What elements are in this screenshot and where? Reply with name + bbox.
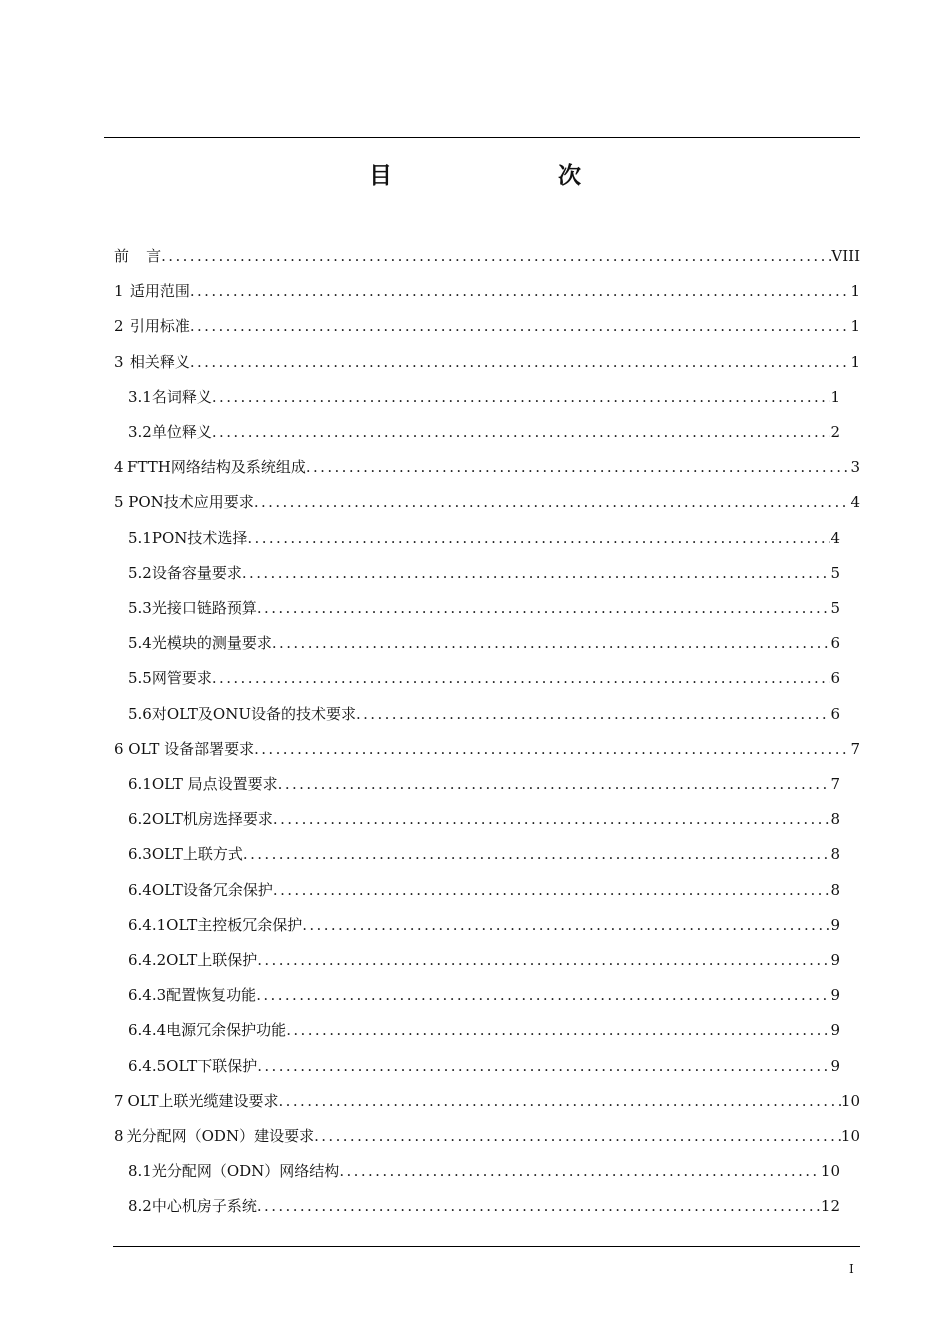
leader-dots [243, 843, 831, 865]
toc-entry-number: 5 [114, 493, 124, 512]
toc-entry-label: OLT主控板冗余保护 [166, 915, 303, 934]
toc-entry[interactable] [128, 949, 840, 971]
toc-entry-page: 10 [840, 1091, 860, 1110]
leader-dots [356, 703, 830, 725]
toc-entry[interactable] [128, 1195, 840, 1217]
leader-dots [254, 491, 851, 513]
page-number: I [849, 1262, 854, 1276]
toc-entry-page: 2 [830, 423, 840, 441]
toc-entry[interactable] [114, 351, 860, 373]
toc-entry-label: FTTH网络结构及系统组成 [127, 458, 306, 477]
toc-entry[interactable] [114, 1125, 860, 1147]
toc-entry[interactable] [114, 245, 860, 267]
toc-entry[interactable] [128, 914, 840, 936]
toc-entry-page: 7 [850, 739, 860, 758]
toc-entry-page: VIII [831, 247, 860, 265]
leader-dots [273, 879, 831, 901]
toc-entry-number: 前 [114, 247, 130, 265]
toc-entry[interactable] [128, 562, 840, 584]
toc-entry-page: 1 [850, 352, 860, 371]
toc-entry[interactable] [128, 1019, 840, 1041]
toc-entry[interactable] [128, 527, 840, 549]
toc-entry-label: 电源冗余保护功能 [166, 1021, 287, 1040]
toc-entry-number: 6.4.1 [128, 915, 167, 934]
toc-entry-page: 12 [820, 1197, 840, 1216]
toc-entry-label: 言 [146, 247, 162, 265]
toc-entry-label: OLT 局点设置要求 [151, 775, 278, 793]
leader-dots [190, 315, 851, 337]
toc-entry-label: 光分配网（ODN）网络结构 [151, 1162, 340, 1181]
toc-entry-page: 6 [830, 704, 840, 723]
toc-entry-number: 3.1 [128, 387, 152, 406]
toc-entry-number: 5.4 [128, 634, 152, 653]
toc-entry-label: 名词释义 [151, 387, 212, 406]
toc-entry-page: 4 [850, 493, 860, 512]
toc-entry-label: 引用标准 [129, 317, 190, 336]
leader-dots [257, 1055, 830, 1077]
leader-dots [286, 1019, 830, 1041]
toc-entry-number: 8 [114, 1127, 124, 1145]
leader-dots [257, 1195, 821, 1217]
toc-entry-page: 4 [830, 528, 840, 547]
toc-entry-page: 6 [830, 634, 840, 653]
toc-entry-number: 6.4 [128, 880, 152, 899]
toc-entry-page: 9 [830, 1056, 840, 1075]
toc-entry-page: 9 [830, 951, 840, 969]
toc-entry-number: 5.6 [128, 704, 152, 723]
toc-entry-number: 6.2 [128, 810, 152, 829]
leader-dots [272, 632, 831, 654]
toc-entry-label: 中心机房子系统 [151, 1197, 257, 1216]
toc-entry[interactable] [128, 843, 840, 865]
toc-entry-label: 单位释义 [151, 423, 212, 441]
toc-entry[interactable] [128, 1055, 840, 1077]
toc-entry[interactable] [114, 315, 860, 337]
toc-entry[interactable] [128, 421, 840, 443]
toc-entry-page: 8 [830, 845, 840, 864]
toc-entry[interactable] [114, 280, 860, 302]
toc-entry-label: OLT上联保护 [166, 951, 258, 969]
leader-dots [254, 738, 850, 760]
toc-entry-number: 2 [114, 317, 124, 336]
toc-entry-number: 8.1 [128, 1162, 152, 1181]
toc-entry[interactable] [128, 808, 840, 830]
toc-entry-number: 5.1 [128, 528, 152, 547]
toc-entry-number: 6.3 [128, 845, 152, 864]
leader-dots [279, 1090, 841, 1112]
toc-entry[interactable] [128, 1160, 840, 1182]
toc-entry-page: 10 [820, 1162, 840, 1181]
toc-entry-number: 6.1 [128, 775, 152, 793]
toc-entry[interactable] [128, 773, 840, 795]
toc-entry-page: 7 [830, 775, 840, 793]
toc-entry[interactable] [128, 703, 840, 725]
toc-entry-label: OLT上联光缆建设要求 [127, 1091, 279, 1110]
toc-entry[interactable] [128, 984, 840, 1006]
toc-entry-number: 6.4.4 [128, 1021, 167, 1040]
leader-dots [242, 562, 831, 584]
toc-entry[interactable] [114, 1090, 860, 1112]
leader-dots [314, 1125, 841, 1147]
leader-dots [339, 1160, 821, 1182]
toc-entry-page: 5 [830, 599, 840, 617]
toc-entry[interactable] [128, 667, 840, 689]
toc-entry-page: 6 [830, 669, 840, 688]
toc-entry-label: PON技术应用要求 [128, 493, 254, 512]
toc-entry-label: 对OLT及ONU设备的技术要求 [151, 704, 356, 723]
toc-entry-page: 9 [830, 915, 840, 934]
leader-dots [256, 984, 830, 1006]
toc-entry-page: 1 [850, 317, 860, 336]
toc-entry-label: OLT下联保护 [166, 1056, 258, 1075]
leader-dots [161, 245, 831, 267]
toc-entry-page: 9 [830, 986, 840, 1005]
toc-entry-number: 5.2 [128, 563, 152, 582]
toc-entry-label: OLT上联方式 [151, 845, 243, 864]
toc-entry-label: 设备容量要求 [151, 563, 242, 582]
leader-dots [212, 667, 831, 689]
leader-dots [278, 773, 831, 795]
toc-entry-number: 8.2 [128, 1197, 152, 1216]
leader-dots [247, 527, 830, 549]
page-title: 目 次 [369, 162, 621, 189]
leader-dots [212, 386, 831, 408]
toc-entry-label: 适用范围 [129, 282, 190, 301]
leader-dots [190, 280, 851, 302]
toc-entry-page: 9 [830, 1021, 840, 1040]
toc-entry-page: 8 [830, 810, 840, 829]
toc-entry-label: 配置恢复功能 [166, 986, 257, 1005]
toc-entry-label: 光接口链路预算 [151, 599, 257, 617]
toc-entry-page: 3 [850, 458, 860, 477]
toc-entry-label: OLT设备冗余保护 [151, 880, 273, 899]
toc-entry-page: 10 [840, 1127, 860, 1145]
toc-entry-number: 4 [114, 458, 124, 477]
toc-entry-number: 6.4.3 [128, 986, 167, 1005]
toc-entry[interactable] [128, 879, 840, 901]
toc-entry-label: PON技术选择 [151, 528, 248, 547]
toc-entry-label: 光分配网（ODN）建设要求 [126, 1127, 315, 1145]
toc-entry-number: 1 [114, 282, 124, 301]
toc-entry-page: 1 [850, 282, 860, 301]
toc-entry-number: 7 [114, 1091, 124, 1110]
toc-entry-label: 网管要求 [151, 669, 212, 688]
toc-entry-label: 光模块的测量要求 [151, 634, 272, 653]
toc-entry[interactable] [128, 386, 840, 408]
toc-entry[interactable] [114, 491, 860, 513]
leader-dots [190, 351, 851, 373]
leader-dots [257, 597, 831, 619]
header-rule [104, 137, 860, 138]
toc-entry[interactable] [128, 597, 840, 619]
toc-entry-label: OLT 设备部署要求 [128, 739, 255, 758]
toc-entry[interactable] [114, 738, 860, 760]
toc-entry[interactable] [114, 456, 860, 478]
toc-entry-number: 3 [114, 352, 124, 371]
toc-entry-number: 6.4.5 [128, 1056, 167, 1075]
toc-entry-number: 5.3 [128, 599, 152, 617]
toc-entry-number: 3.2 [128, 423, 152, 441]
leader-dots [306, 456, 851, 478]
leader-dots [257, 949, 830, 971]
leader-dots [273, 808, 831, 830]
toc-entry-number: 6 [114, 739, 124, 758]
leader-dots [212, 421, 831, 443]
toc-entry-number: 6.4.2 [128, 951, 167, 969]
toc-entry-page: 5 [830, 563, 840, 582]
toc-entry-page: 8 [830, 880, 840, 899]
toc-entry-label: OLT机房选择要求 [151, 810, 273, 829]
leader-dots [302, 914, 830, 936]
toc-entry-number: 5.5 [128, 669, 152, 688]
footer-rule [113, 1246, 860, 1247]
toc-entry[interactable] [128, 632, 840, 654]
toc-entry-label: 相关释义 [129, 352, 190, 371]
toc-entry-page: 1 [830, 387, 840, 406]
